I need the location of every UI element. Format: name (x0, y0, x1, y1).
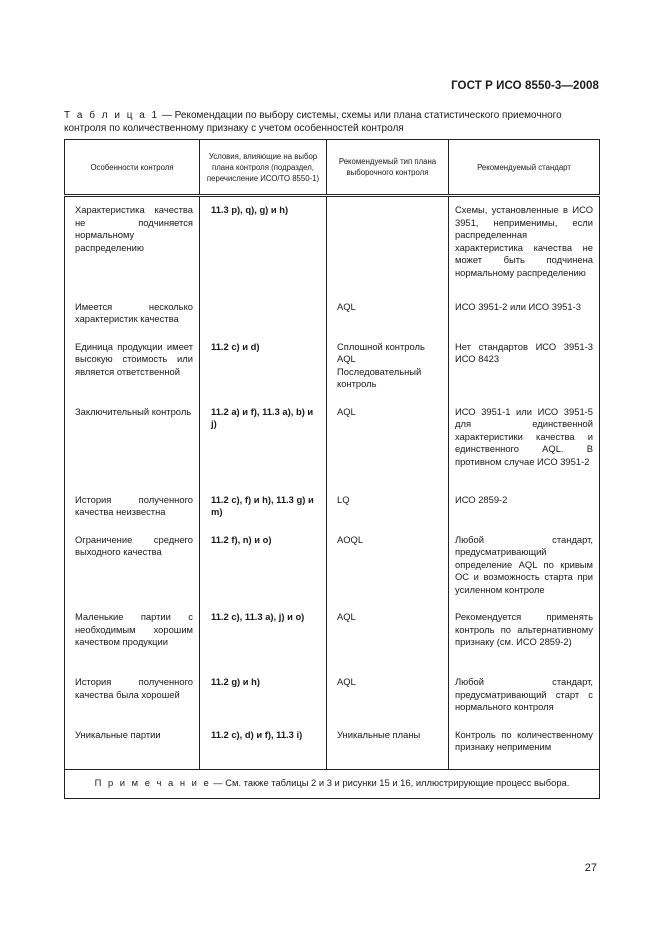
table-row (65, 334, 600, 399)
cell-conditions: 11.2 f), n) и о) (200, 527, 327, 605)
table-note-text: — См. также таблицы 2 и 3 и рисунки 15 и 16, иллюстрирующие процесс выбора. (210, 777, 570, 788)
table-header-row (65, 140, 600, 196)
cell-feature: Маленькие партии с необходимым хорошим качеством продукции (65, 604, 200, 669)
cell-plan: AQL (327, 294, 449, 334)
cell-plan: AQL (327, 669, 449, 722)
table-row (65, 196, 600, 294)
cell-feature: Заключительный контроль (65, 399, 200, 487)
cell-plan: AQL (327, 399, 449, 487)
cell-conditions: 11.2 с) и d) (200, 334, 327, 399)
cell-plan: Сплошной контроль AQL Последовательный контроль (327, 334, 449, 399)
header-plan-type: Рекомендуемый тип плана выборочного контроля (327, 140, 449, 196)
cell-standard: Схемы, установленные в ИСО 3951, неприменимы, если распределенная характеристика качества не может быть подчинена нормальному распределению (449, 196, 600, 294)
cell-conditions: 11.2 с), 11.3 а), j) и о) (200, 604, 327, 669)
header-conditions: Условия, влияющие на выбор плана контроля (подраздел, перечисление ИСО/ТО 8550-1) (200, 140, 327, 196)
cell-standard: Рекомендуется применять контроль по альтернативному признаку (см. ИСО 2859-2) (449, 604, 600, 669)
cell-feature: Ограничение среднего выходного качества (65, 527, 200, 605)
table-row (65, 669, 600, 722)
cell-feature: Уникальные партии (65, 722, 200, 770)
table-note-row (65, 770, 600, 799)
cell-plan: AOQL (327, 527, 449, 605)
header-features: Особенности контроля (65, 140, 200, 196)
table-row (65, 487, 600, 527)
cell-standard: Нет стандартов ИСО 3951-3 ИСО 8423 (449, 334, 600, 399)
cell-standard: Контроль по количественному признаку неприменим (449, 722, 600, 770)
table-note (65, 770, 600, 799)
header-standard: Рекомендуемый стандарт (449, 140, 600, 196)
table-row (65, 722, 600, 770)
table-caption-text: — Рекомендации по выбору системы, схемы или плана статистического приемочного контроля по количественному признаку с учетом особенностей контроля (64, 110, 562, 134)
standard-designation: ГОСТ Р ИСО 8550-3—2008 (451, 80, 599, 92)
page-number: 27 (584, 862, 597, 874)
cell-standard: Любой стандарт, предусматривающий старт с нормального контроля (449, 669, 600, 722)
table-row (65, 294, 600, 334)
table-note-label: П р и м е ч а н и е (94, 777, 211, 788)
cell-conditions: 11.2 g) и h) (200, 669, 327, 722)
cell-feature: Характеристика качества не подчиняется нормальному распределению (65, 196, 200, 294)
cell-conditions: 11.3 p), q), g) и h) (200, 196, 327, 294)
table-row (65, 604, 600, 669)
cell-feature: Единица продукции имеет высокую стоимость или является ответственной (65, 334, 200, 399)
table-caption (64, 109, 604, 135)
cell-conditions: 11.2 с), d) и f), 11.3 i) (200, 722, 327, 770)
cell-feature: Имеется несколько характеристик качества (65, 294, 200, 334)
cell-standard: ИСО 3951-1 или ИСО 3951-5 для единственной характеристики качества и единственного AQL. В противном случае ИСО 3951-2 (449, 399, 600, 487)
cell-standard: ИСО 2859-2 (449, 487, 600, 527)
table-caption-label: Т а б л и ц а 1 (64, 110, 160, 121)
cell-plan: LQ (327, 487, 449, 527)
recommendations-table (64, 139, 600, 799)
cell-standard: Любой стандарт, предусматривающий определение AQL по кривым ОС и возможность старта при усиленном контроле (449, 527, 600, 605)
cell-plan: Уникальные планы (327, 722, 449, 770)
cell-plan: AQL (327, 604, 449, 669)
cell-standard: ИСО 3951-2 или ИСО 3951-3 (449, 294, 600, 334)
cell-conditions (200, 294, 327, 334)
cell-conditions: 11.2 а) и f), 11.3 а), b) и j) (200, 399, 327, 487)
cell-feature: История полученного качества была хорошей (65, 669, 200, 722)
table-row (65, 527, 600, 605)
cell-plan (327, 196, 449, 294)
table-row (65, 399, 600, 487)
cell-conditions: 11.2 с), f) и h), 11.3 g) и m) (200, 487, 327, 527)
cell-feature: История полученного качества неизвестна (65, 487, 200, 527)
